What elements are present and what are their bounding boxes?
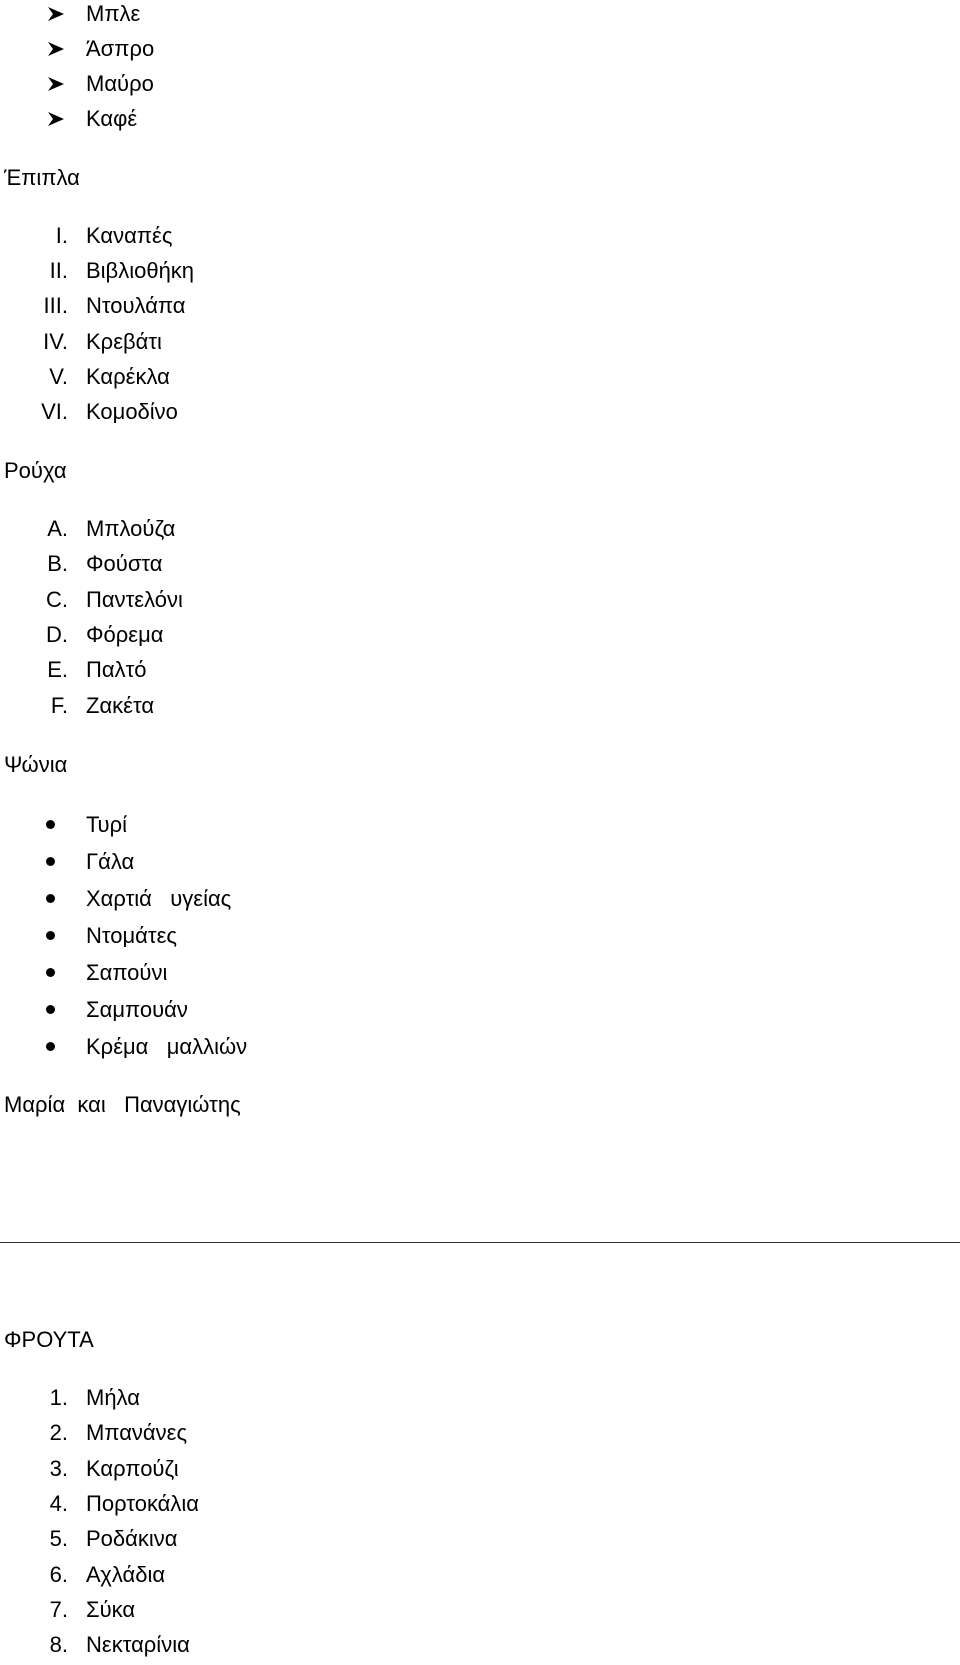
bullet-dot-icon [46, 820, 55, 829]
list-item-label: Καναπές [86, 223, 173, 248]
arrow-bullet-icon [47, 76, 65, 92]
list-item-label: Μπανάνες [86, 1420, 188, 1445]
list-item-label: Παλτό [86, 657, 147, 682]
list-marker: VI. [41, 399, 68, 424]
list-item-label: Παντελόνι [86, 587, 183, 612]
list-marker: V. [49, 364, 68, 389]
list-marker: E. [47, 657, 68, 682]
list-item-label: Ντομάτες [86, 923, 177, 948]
list-item-label: Αχλάδια [86, 1562, 166, 1587]
list-item-label: Τυρί [86, 812, 127, 837]
list-item-label: Νεκταρίνια [86, 1632, 190, 1657]
section-title-furniture: Έπιπλα [4, 165, 80, 190]
arrow-bullet-icon [47, 6, 65, 22]
bullet-dot-icon [46, 968, 55, 977]
list-marker: 1. [49, 1385, 68, 1410]
list-item-label: Άσπρο [86, 36, 155, 61]
bullet-dot-icon [46, 1005, 55, 1014]
list-marker: C. [46, 587, 68, 612]
list-item-label: Σύκα [86, 1597, 136, 1622]
arrow-bullet-icon [47, 111, 65, 127]
list-item-label: Ζακέτα [86, 693, 155, 718]
list-item-label: Κρεβάτι [86, 329, 162, 354]
bullet-dot-icon [46, 1042, 55, 1051]
list-marker: II. [49, 258, 68, 283]
list-marker: 5. [49, 1526, 68, 1551]
list-marker: 2. [49, 1420, 68, 1445]
list-item-label: Κρέμα μαλλιών [86, 1034, 248, 1059]
list-item-label: Ντουλάπα [86, 293, 186, 318]
list-item-label: Μπλούζα [86, 516, 176, 541]
bullet-dot-icon [46, 894, 55, 903]
list-item-label: Ροδάκινα [86, 1526, 178, 1551]
bullet-dot-icon [46, 931, 55, 940]
arrow-bullet-icon [47, 41, 65, 57]
list-item-label: Μπλε [86, 1, 141, 26]
list-item-label: Γάλα [86, 849, 135, 874]
list-marker: I. [55, 223, 68, 248]
list-item-label: Σαμπουάν [86, 997, 188, 1022]
section-title-clothes: Ρούχα [4, 458, 67, 483]
section-title-shopping: Ψώνια [4, 752, 68, 777]
list-item-label: Πορτοκάλια [86, 1491, 199, 1516]
list-item-label: Μαύρο [86, 71, 154, 96]
names-line: Μαρία και Παναγιώτης [4, 1092, 241, 1117]
list-marker: A. [47, 516, 68, 541]
list-item-label: Χαρτιά υγείας [86, 886, 232, 911]
bullet-dot-icon [46, 857, 55, 866]
list-marker: 6. [49, 1562, 68, 1587]
section-title-fruits: ΦΡΟΥΤΑ [4, 1327, 94, 1352]
list-marker: 3. [49, 1456, 68, 1481]
list-item-label: Καφέ [86, 106, 138, 131]
list-marker: 8. [49, 1632, 68, 1657]
list-item-label: Μήλα [86, 1385, 140, 1410]
list-item-label: Κομοδίνο [86, 399, 178, 424]
list-item-label: Σαπούνι [86, 960, 168, 985]
list-marker: 4. [49, 1491, 68, 1516]
list-marker: F. [50, 693, 68, 718]
list-item-label: Βιβλιοθήκη [86, 258, 195, 283]
list-item-label: Φόρεμα [86, 622, 164, 647]
list-marker: III. [43, 293, 68, 318]
list-item-label: Φούστα [86, 551, 163, 576]
list-marker: D. [46, 622, 68, 647]
list-marker: 7. [49, 1597, 68, 1622]
horizontal-divider [0, 1242, 960, 1243]
list-item-label: Καρέκλα [86, 364, 170, 389]
list-item-label: Καρπούζι [86, 1456, 179, 1481]
list-marker: B. [47, 551, 68, 576]
list-marker: IV. [43, 329, 68, 354]
